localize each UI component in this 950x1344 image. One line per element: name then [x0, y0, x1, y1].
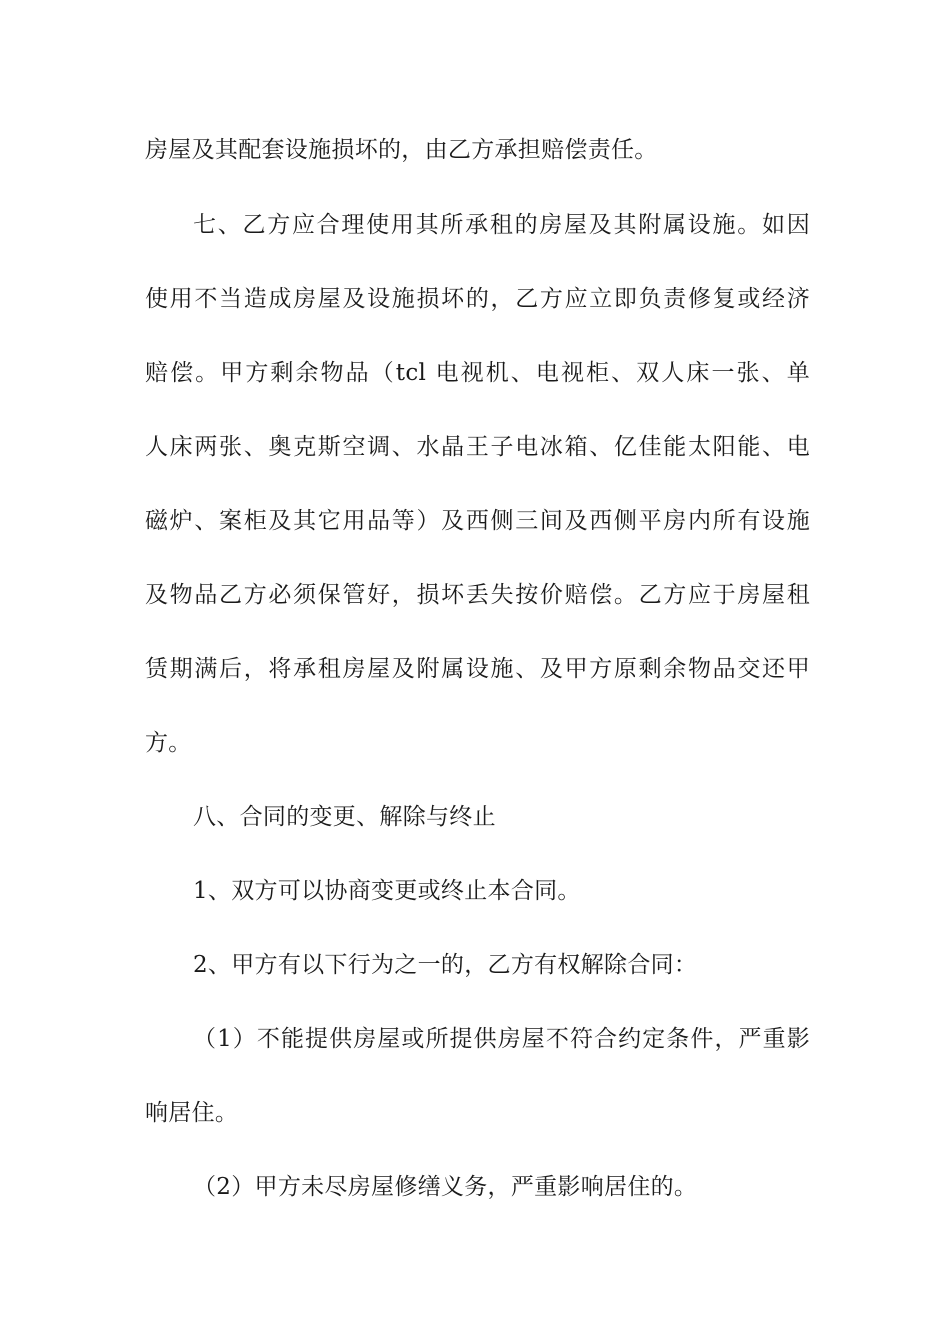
text-line: 及物品乙方必须保管好，损坏丢失按价赔偿。乙方应于房屋租: [145, 582, 810, 608]
text-line: 响居住。: [145, 1100, 239, 1126]
text-line: 2、甲方有以下行为之一的，乙方有权解除合同：: [193, 952, 698, 978]
text-line: 使用不当造成房屋及设施损坏的，乙方应立即负责修复或经济: [145, 286, 810, 312]
section-heading: 八、合同的变更、解除与终止: [193, 804, 496, 830]
text-line: 磁炉、案柜及其它用品等）及西侧三间及西侧平房内所有设施: [145, 508, 810, 534]
text-line: 赔偿。甲方剩余物品（tcl 电视机、电视柜、双人床一张、单: [145, 360, 810, 386]
text-line: （1）不能提供房屋或所提供房屋不符合约定条件，严重影: [193, 1026, 810, 1052]
text-line: （2）甲方未尽房屋修缮义务，严重影响居住的。: [193, 1174, 698, 1200]
text-line: 赁期满后，将承租房屋及附属设施、及甲方原剩余物品交还甲: [145, 656, 810, 682]
text-line: 七、乙方应合理使用其所承租的房屋及其附属设施。如因: [193, 212, 810, 238]
text-line: 房屋及其配套设施损坏的，由乙方承担赔偿责任。: [145, 137, 658, 163]
text-line: 方。: [145, 730, 192, 756]
text-line: 人床两张、奥克斯空调、水晶王子电冰箱、亿佳能太阳能、电: [145, 434, 810, 460]
text-line: 1、双方可以协商变更或终止本合同。: [193, 878, 581, 904]
